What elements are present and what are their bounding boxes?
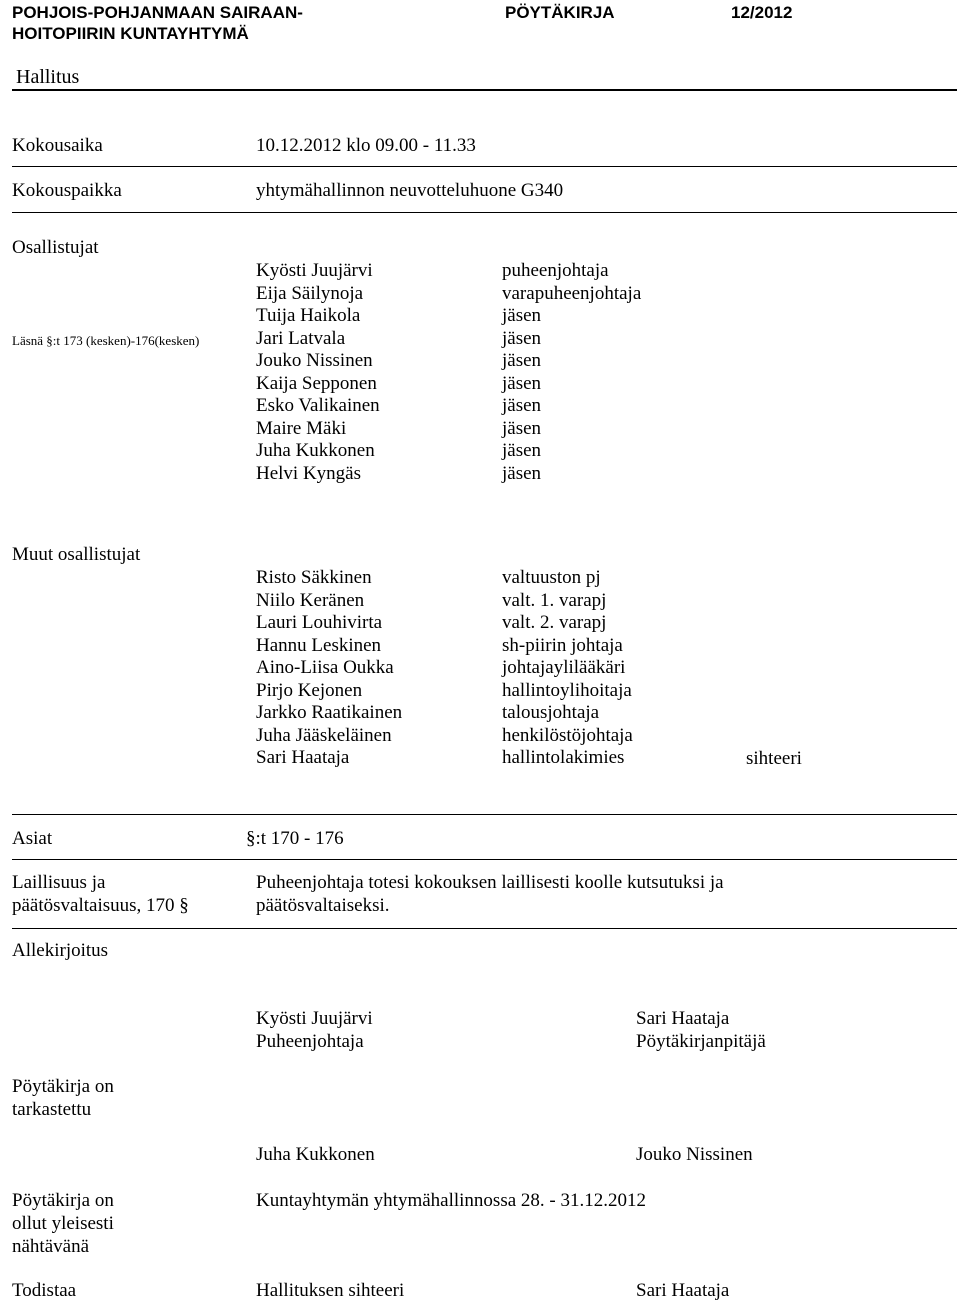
public-display-text: Kuntayhtymän yhtymähallinnossa 28. - 31.12.2012 [256, 1190, 646, 1211]
divider [12, 814, 957, 815]
other-participant-role: valt. 1. varapj [502, 589, 607, 611]
other-participant-role: sh-piirin johtaja [502, 634, 623, 656]
meeting-place-value: yhtymähallinnon neuvotteluhuone G340 [256, 180, 564, 201]
legality-text-line1: Puheenjohtaja totesi kokouksen laillisesti koolle kutsutuksi ja [256, 872, 724, 893]
secretary-title: Pöytäkirjanpitäjä [636, 1031, 766, 1052]
organization-name-line1: POHJOIS-POHJANMAAN SAIRAAN- [12, 3, 303, 22]
participant-name: Helvi Kyngäs [256, 462, 362, 484]
participant-name: Kaija Sepponen [256, 372, 377, 394]
participant-role: jäsen [502, 417, 542, 439]
divider [12, 212, 957, 213]
participant-roles [502, 260, 641, 485]
legality-label-line2: päätösvaltaisuus, 170 § [12, 895, 189, 916]
chair-title: Puheenjohtaja [256, 1031, 364, 1052]
secretary-note: sihteeri [746, 748, 802, 769]
other-participant-role: henkilöstöjohtaja [502, 724, 633, 746]
chair-name: Kyösti Juujärvi [256, 1008, 373, 1029]
participant-name: Kyösti Juujärvi [256, 260, 373, 281]
other-participant-role: valt. 2. varapj [502, 612, 607, 633]
other-participant-name: Pirjo Kejonen [256, 679, 363, 701]
other-participant-role: talousjohtaja [502, 702, 600, 723]
participant-role: puheenjohtaja [502, 260, 609, 281]
agenda-label: Asiat [12, 828, 53, 849]
participant-name: Juha Kukkonen [256, 440, 375, 461]
other-participant-roles [502, 567, 633, 770]
other-participant-names [256, 567, 402, 770]
other-participant-name: Juha Jääskeläinen [256, 724, 392, 746]
participant-name: Jari Latvala [256, 327, 346, 349]
legality-label-line1: Laillisuus ja [12, 872, 106, 893]
meeting-place-label: Kokouspaikka [12, 180, 122, 201]
certify-name: Sari Haataja [636, 1280, 730, 1301]
participant-role: varapuheenjohtaja [502, 282, 642, 304]
meeting-time-value: 10.12.2012 klo 09.00 - 11.33 [256, 135, 476, 156]
other-participant-role: hallintoylihoitaja [502, 679, 632, 701]
participant-role: jäsen [502, 395, 542, 416]
secretary-name: Sari Haataja [636, 1008, 730, 1029]
document-number: 12/2012 [731, 3, 793, 22]
certify-title: Hallituksen sihteeri [256, 1280, 405, 1301]
participant-name: Maire Mäki [256, 417, 347, 439]
participants-label: Osallistujat [12, 237, 99, 258]
other-participant-role: valtuuston pj [502, 567, 601, 588]
other-participant-name: Sari Haataja [256, 747, 350, 768]
participant-name: Jouko Nissinen [256, 350, 373, 371]
header-divider [12, 89, 957, 91]
attendance-note: Läsnä §:t 173 (kesken)-176(kesken) [12, 333, 200, 348]
organization-name-line2: HOITOPIIRIN KUNTAYHTYMÄ [12, 24, 249, 43]
participant-role: jäsen [502, 327, 542, 349]
public-label-line2: ollut yleisesti [12, 1213, 114, 1234]
other-participant-name: Aino-Liisa Oukka [256, 657, 394, 678]
review-label-line2: tarkastettu [12, 1099, 92, 1120]
other-participants-label: Muut osallistujat [12, 544, 141, 565]
other-participant-role: hallintolakimies [502, 747, 625, 768]
participant-name: Esko Valikainen [256, 395, 380, 416]
review-label-line1: Pöytäkirja on [12, 1076, 114, 1097]
other-participant-name: Risto Säkkinen [256, 567, 372, 588]
participant-name: Tuija Haikola [256, 305, 361, 326]
participant-name: Eija Säilynoja [256, 282, 364, 304]
participant-role: jäsen [502, 440, 542, 461]
public-label-line1: Pöytäkirja on [12, 1190, 114, 1211]
divider [12, 928, 957, 929]
agenda-value: §:t 170 - 176 [246, 828, 344, 849]
other-participant-role: johtajaylilääkäri [502, 657, 626, 678]
participant-role: jäsen [502, 350, 542, 371]
other-participant-name: Jarkko Raatikainen [256, 702, 403, 723]
other-participant-name: Lauri Louhivirta [256, 612, 383, 633]
divider [12, 859, 957, 860]
certify-label: Todistaa [12, 1280, 77, 1301]
other-participant-name: Niilo Keränen [256, 589, 365, 611]
participant-role: jäsen [502, 372, 542, 394]
public-label-line3: nähtävänä [12, 1236, 90, 1257]
participant-role: jäsen [502, 305, 542, 326]
other-participant-name: Hannu Leskinen [256, 634, 382, 656]
document-type: PÖYTÄKIRJA [505, 3, 615, 22]
participant-role: jäsen [502, 462, 542, 484]
participant-names [256, 260, 380, 485]
reviewer-name: Jouko Nissinen [636, 1144, 753, 1165]
signature-label: Allekirjoitus [12, 940, 109, 961]
legality-text-line2: päätösvaltaiseksi. [256, 895, 390, 916]
body-name: Hallitus [16, 66, 80, 88]
meeting-time-label: Kokousaika [12, 135, 103, 156]
reviewer-name: Juha Kukkonen [256, 1144, 375, 1165]
divider [12, 166, 957, 167]
